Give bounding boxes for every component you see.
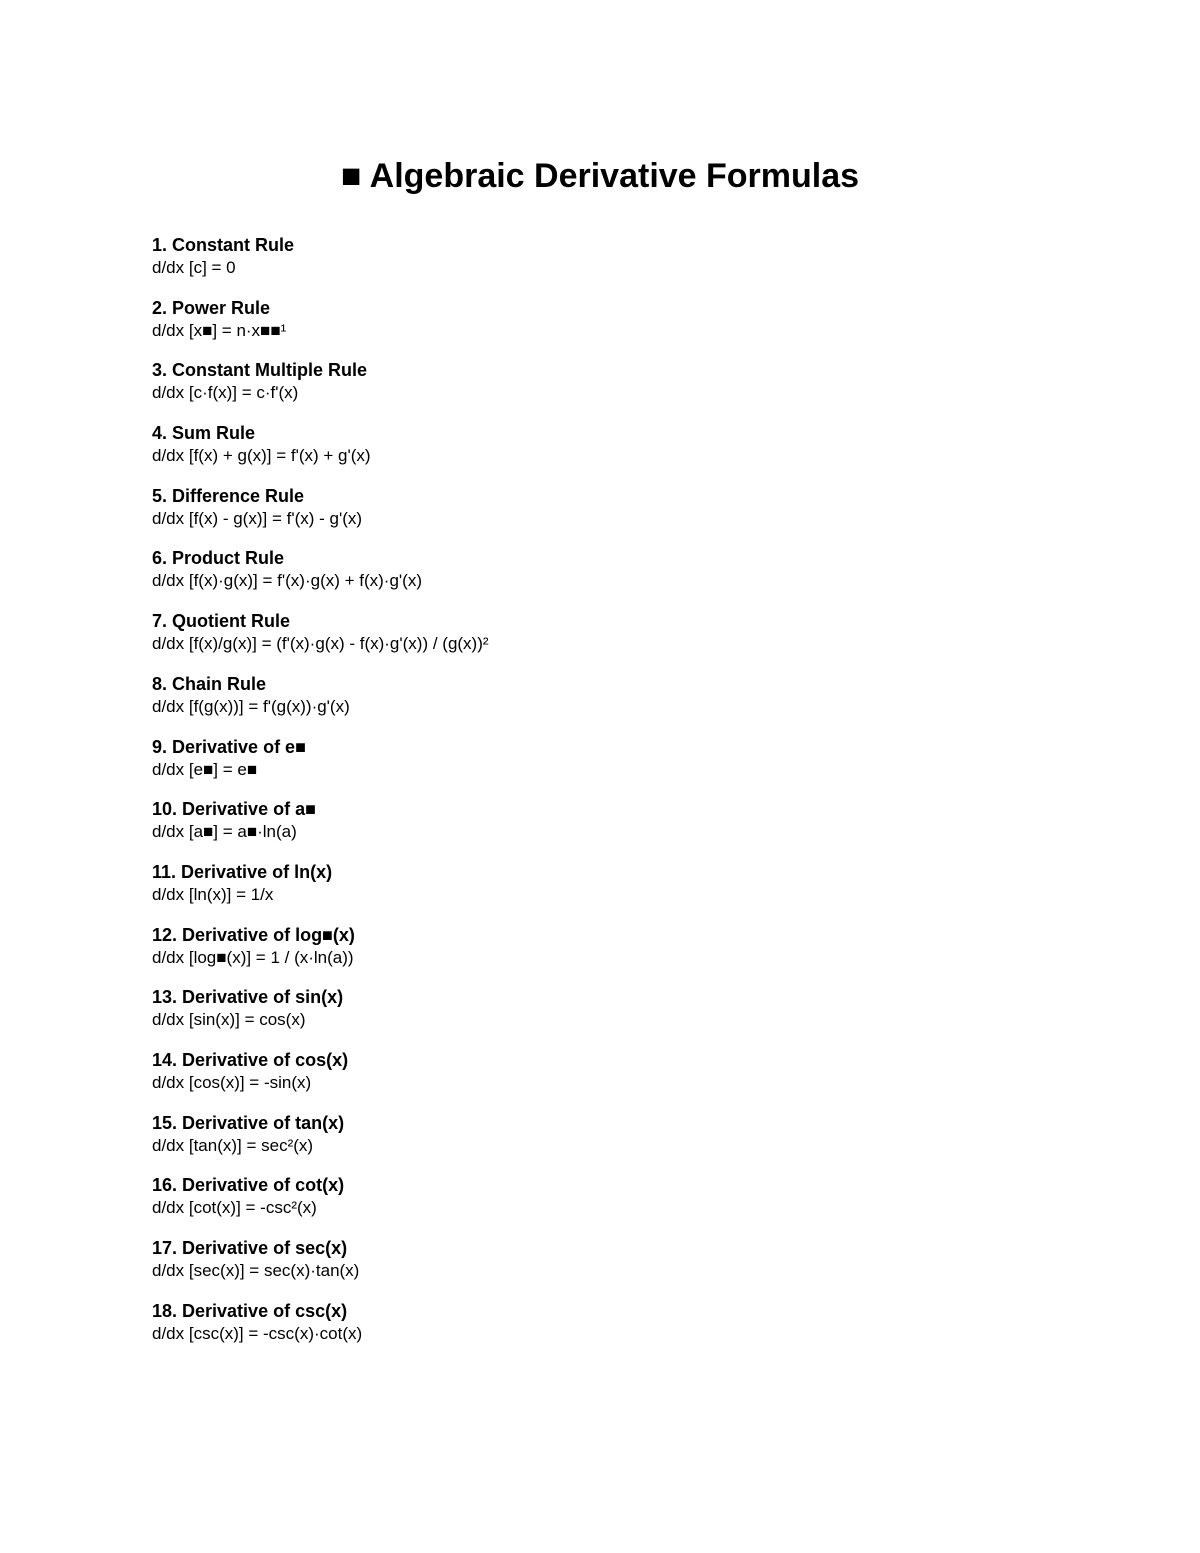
rule-formula: d/dx [f(g(x))] = f'(g(x))·g'(x) <box>152 696 350 716</box>
rule-heading: 5. Difference Rule <box>152 485 305 506</box>
rule-heading: 7. Quotient Rule <box>152 611 291 632</box>
rule-heading: 16. Derivative of cot(x) <box>152 1175 345 1196</box>
list-item <box>152 610 1052 673</box>
rule-heading: 6. Product Rule <box>152 548 285 569</box>
rule-formula: d/dx [csc(x)] = -csc(x)·cot(x) <box>152 1323 363 1343</box>
rules-list <box>152 234 1052 1362</box>
rule-formula: d/dx [tan(x)] = sec²(x) <box>152 1135 314 1155</box>
list-item <box>152 485 1052 548</box>
list-item <box>152 1049 1052 1112</box>
list-item <box>152 1112 1052 1175</box>
rule-heading: 12. Derivative of log■(x) <box>152 924 355 945</box>
rule-formula: d/dx [cos(x)] = -sin(x) <box>152 1072 312 1092</box>
rule-formula: d/dx [f(x) + g(x)] = f'(x) + g'(x) <box>152 446 371 466</box>
list-item <box>152 422 1052 485</box>
list-item <box>152 297 1052 360</box>
rule-heading: 9. Derivative of e■ <box>152 736 306 757</box>
list-item <box>152 798 1052 861</box>
rule-heading: 17. Derivative of sec(x) <box>152 1238 348 1258</box>
rule-heading: 14. Derivative of cos(x) <box>152 1049 349 1070</box>
rule-formula: d/dx [f(x)/g(x)] = (f'(x)·g(x) - f(x)·g'(x)) / (g(x))² <box>152 634 489 654</box>
rule-formula: d/dx [f(x) - g(x)] = f'(x) - g'(x) <box>152 508 363 528</box>
list-item <box>152 234 1052 297</box>
page-title: ■ Algebraic Derivative Formulas <box>340 157 860 195</box>
list-item <box>152 1174 1052 1237</box>
rule-heading: 4. Sum Rule <box>152 423 256 444</box>
list-item <box>152 547 1052 610</box>
rule-formula: d/dx [f(x)·g(x)] = f'(x)·g(x) + f(x)·g'(x) <box>152 571 422 591</box>
rule-heading: 18. Derivative of csc(x) <box>152 1300 348 1321</box>
rule-formula: d/dx [ln(x)] = 1/x <box>152 884 274 904</box>
rule-formula: d/dx [cot(x)] = -csc²(x) <box>152 1198 317 1218</box>
list-item <box>152 924 1052 987</box>
rule-heading: 2. Power Rule <box>152 297 271 318</box>
list-item <box>152 673 1052 736</box>
rule-formula: d/dx [sin(x)] = cos(x) <box>152 1010 306 1030</box>
list-item <box>152 1237 1052 1300</box>
rule-formula: d/dx [e■] = e■ <box>152 759 258 779</box>
list-item <box>152 736 1052 799</box>
rule-formula: d/dx [a■] = a■·ln(a) <box>152 822 297 842</box>
rule-heading: 15. Derivative of tan(x) <box>152 1112 345 1133</box>
list-item <box>152 861 1052 924</box>
rule-heading: 13. Derivative of sin(x) <box>152 987 344 1008</box>
list-item <box>152 1300 1052 1363</box>
list-item <box>152 986 1052 1049</box>
rule-heading: 11. Derivative of ln(x) <box>152 861 333 882</box>
rule-formula: d/dx [x■] = n·x■■¹ <box>152 320 287 340</box>
rule-heading: 1. Constant Rule <box>152 235 295 255</box>
rule-formula: d/dx [c] = 0 <box>152 258 236 277</box>
rule-formula: d/dx [log■(x)] = 1 / (x·ln(a)) <box>152 947 354 967</box>
rule-formula: d/dx [sec(x)] = sec(x)·tan(x) <box>152 1261 360 1280</box>
rule-formula: d/dx [c·f(x)] = c·f'(x) <box>152 383 299 403</box>
rule-heading: 8. Chain Rule <box>152 673 267 694</box>
rule-heading: 3. Constant Multiple Rule <box>152 360 368 381</box>
rule-heading: 10. Derivative of a■ <box>152 799 316 820</box>
list-item <box>152 359 1052 422</box>
